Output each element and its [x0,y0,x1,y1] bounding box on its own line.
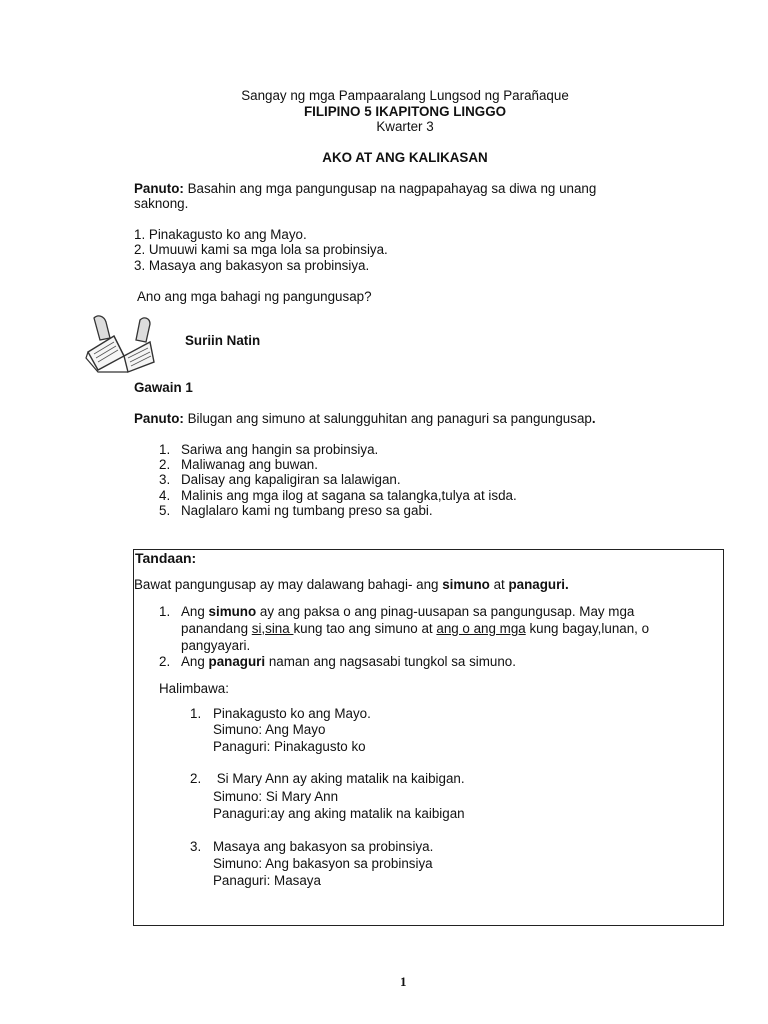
rule-1-text: Ang [181,604,209,619]
gawain-item-number: 3. [159,472,171,487]
gawain-item-number: 4. [159,488,171,503]
rule-1-text: kung bagay,lunan, o [525,621,650,636]
gawain-panuto-label: Panuto: [134,411,184,426]
tandaan-intro-panaguri: panaguri. [508,577,569,592]
rule-2-text-b: naman ang nagsasabi tungkol sa simuno. [265,654,516,669]
gawain-item-text: Naglalaro kami ng tumbang preso sa gabi. [181,503,433,518]
tandaan-intro [134,577,724,593]
example-sentence: Si Mary Ann ay aking matalik na kaibigan. [213,771,465,786]
gawain-panuto-end: . [591,411,596,426]
page-title: AKO AT ANG KALIKASAN [322,150,488,165]
rule-1-underline-ang: ang o ang mga [436,621,526,636]
tandaan-intro-text: Bawat pangungusap ay may dalawang bahagi- ang [134,577,443,592]
gawain-panuto-text: Bilugan ang simuno at salungguhitan ang panaguri sa pangungusap [183,411,592,426]
rule-1-text: kung tao ang simuno at [293,621,437,636]
rule-1-simuno: simuno [208,604,257,619]
open-book-icon [84,312,156,374]
intro-sentence-3: 3. Masaya ang bakasyon sa probinsiya. [134,258,370,273]
example-number: 1. [190,706,202,721]
panuto-text-cont: saknong. [134,196,189,211]
gawain-item-text: Maliwanag ang buwan. [181,457,318,472]
gawain-item [159,503,433,519]
rule-1-number: 1. [159,604,171,619]
rule-1-text: ay ang paksa o ang pinag-uusapan sa pangungusap. May mga [256,604,635,619]
rule-2-number: 2. [159,654,171,669]
gawain-item [159,457,318,473]
header-quarter: Kwarter 3 [376,119,434,134]
gawain-item-text: Malinis ang mga ilog at sagana sa talangka,tulya at isda. [181,488,517,503]
halimbawa-label: Halimbawa: [159,681,229,696]
gawain-item-text: Dalisay ang kapaligiran sa lalawigan. [181,472,401,487]
example-sentence: Pinakagusto ko ang Mayo. [213,706,371,721]
example-simuno: Simuno: Ang Mayo [213,722,326,737]
example-panaguri: Panaguri:ay ang aking matalik na kaibigan [213,806,465,821]
gawain-instruction [134,411,754,427]
header-agency: Sangay ng mga Pampaaralang Lungsod ng Parañaque [241,88,569,103]
rule-1-text: panandang [181,621,252,636]
rule-1-line-2 [181,621,711,637]
page-number: 1 [400,974,407,989]
tandaan-intro-simuno: simuno [442,577,490,592]
rule-1-underline-si: si,sina [251,621,294,636]
intro-question: Ano ang mga bahagi ng pangungusap? [137,289,372,304]
example-simuno: Simuno: Ang bakasyon sa probinsiya [213,856,433,871]
gawain-item [159,488,517,504]
gawain-item-number: 1. [159,442,171,457]
panuto-label: Panuto: [134,181,184,196]
example-sentence: Masaya ang bakasyon sa probinsiya. [213,839,434,854]
intro-sentence-1: 1. Pinakagusto ko ang Mayo. [134,227,307,242]
panuto-text: Basahin ang mga pangungusap na nagpapahayag sa diwa ng unang [183,181,597,196]
header-subject: FILIPINO 5 IKAPITONG LINGGO [303,104,507,119]
intro-instruction [134,181,734,197]
gawain-item-number: 2. [159,457,171,472]
rule-1-line-1 [181,604,701,620]
gawain-item [159,442,378,458]
rule-2-text [181,654,701,670]
example-panaguri: Panaguri: Pinakagusto ko [213,739,366,754]
example-simuno: Simuno: Si Mary Ann [213,789,339,804]
example-number: 3. [190,839,202,854]
example-panaguri: Panaguri: Masaya [213,873,321,888]
intro-sentence-2: 2. Umuuwi kami sa mga lola sa probinsiya. [134,242,388,257]
example-number: 2. [190,771,202,786]
gawain-item-text: Sariwa ang hangin sa probinsiya. [181,442,379,457]
rule-2-panaguri: panaguri [208,654,266,669]
gawain-heading: Gawain 1 [134,380,193,395]
tandaan-intro-at: at [489,577,509,592]
tandaan-heading: Tandaan: [135,550,197,566]
rule-1-line-3: pangyayari. [181,638,251,653]
suriin-natin-label: Suriin Natin [185,333,261,348]
gawain-item [159,472,401,488]
rule-2-text-a: Ang [181,654,209,669]
gawain-item-number: 5. [159,503,171,518]
